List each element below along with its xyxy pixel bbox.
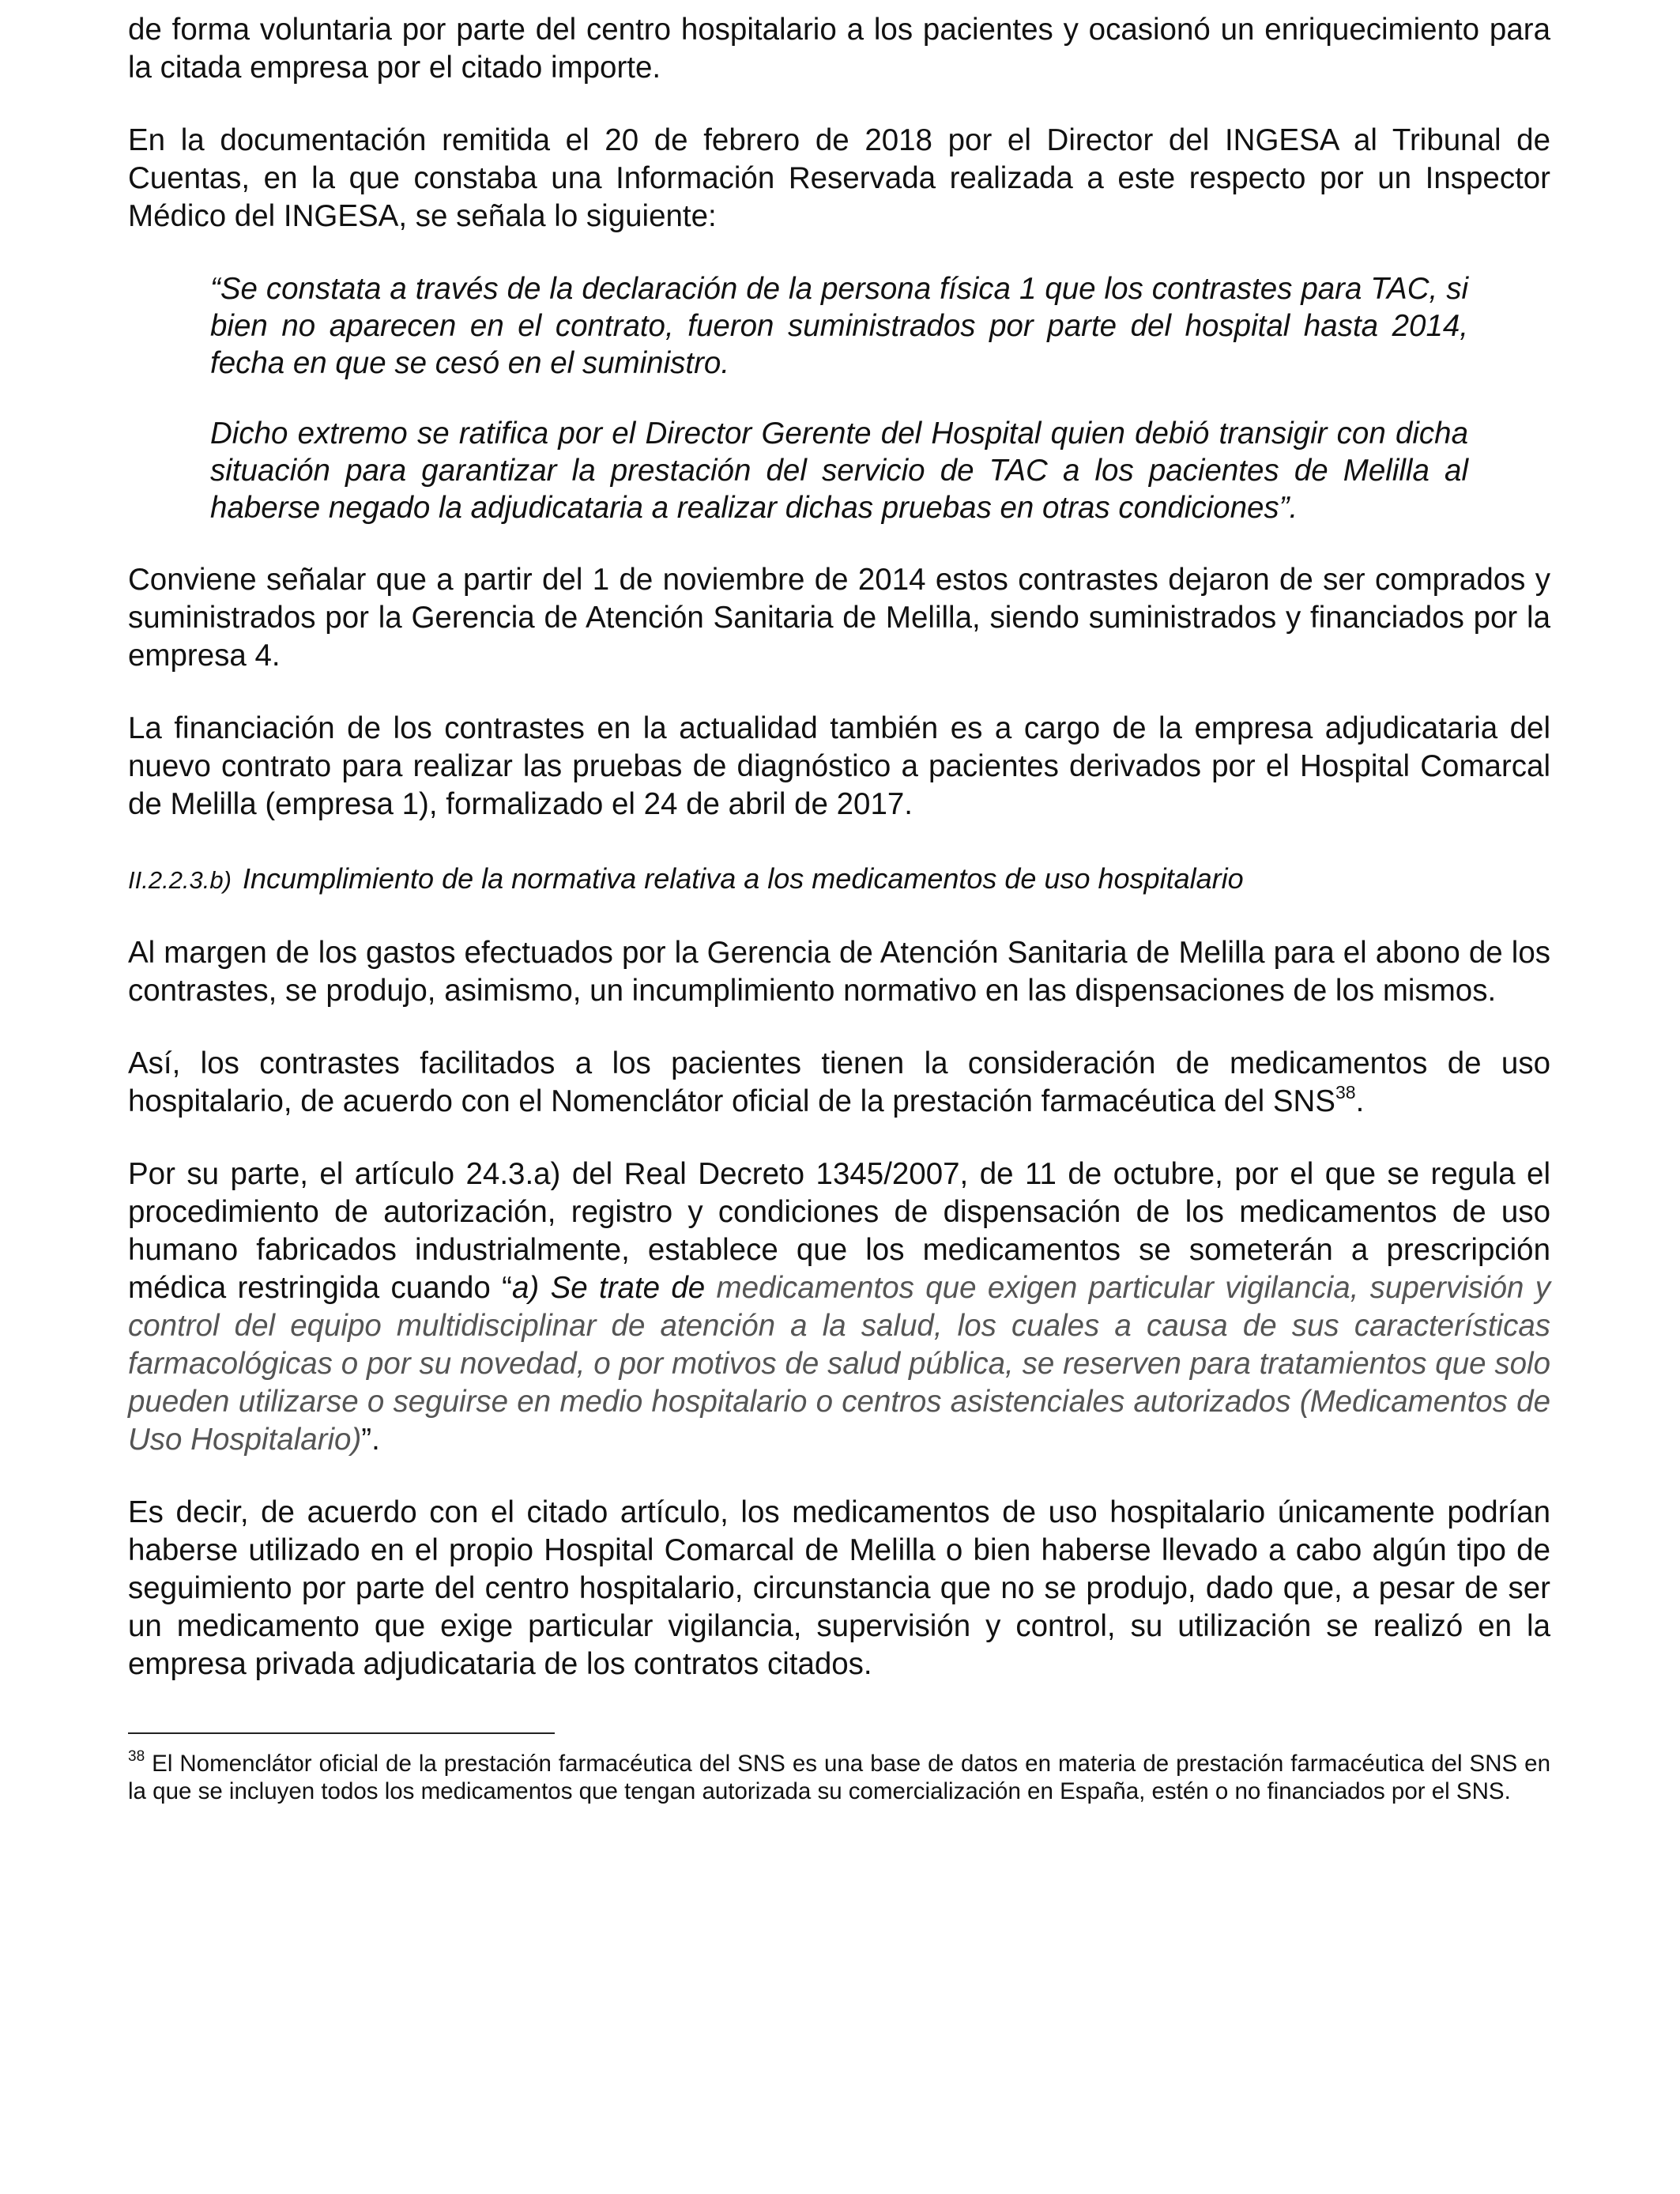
footnote-separator <box>128 1732 555 1734</box>
footnote <box>128 1750 1550 1805</box>
paragraph-7-start: Por su parte, el artículo 24.3.a) del Real Decreto 1345/2007, de 11 de octubre, por el que se regula el procedimiento de autorización, registro y condiciones de dispensación de los medicamentos de uso humano fabricados industrialmente, establece que los medicamentos se someterán a prescripción médica restringida cuando “ <box>128 1157 1550 1305</box>
footnote-number: 38 <box>128 1748 145 1766</box>
paragraph-6-text: Así, los contrastes facilitados a los pacientes tienen la consideración de medicamentos de uso hospitalario, de acuerdo con el Nomenclátor oficial de la prestación farmacéutica del SNS <box>128 1046 1550 1118</box>
paragraph-7-quote-lead: a) Se trate de <box>512 1271 706 1305</box>
paragraph-2: En la documentación remitida el 20 de febrero de 2018 por el Director del INGESA al Tribunal de Cuentas, en la que constaba una Información Reservada realizada a este respecto por un Inspector Médico del INGESA, se señala lo siguiente: <box>128 123 1550 233</box>
paragraph-6 <box>128 1045 1550 1121</box>
quote-paragraph-2: Dicho extremo se ratifica por el Director Gerente del Hospital quien debió transigir con dicha situación para garantizar la prestación del servicio de TAC a los pacientes de Melilla al haberse negado la adjudicataria a realizar dichas pruebas en otras condiciones”. <box>210 417 1468 525</box>
paragraph-7 <box>128 1155 1550 1459</box>
paragraph-1: de forma voluntaria por parte del centro hospitalario a los pacientes y ocasionó un enriquecimiento para la citada empresa por el citado importe. <box>128 13 1550 85</box>
section-title: Incumplimiento de la normativa relativa a los medicamentos de uso hospitalario <box>242 862 1244 895</box>
paragraph-4: La financiación de los contrastes en la actualidad también es a cargo de la empresa adjudicataria del nuevo contrato para realizar las pruebas de diagnóstico a pacientes derivados por el Hospital Comarcal de Melilla (empresa 1), formalizado el 24 de abril de 2017. <box>128 711 1550 821</box>
paragraph-8: Es decir, de acuerdo con el citado artículo, los medicamentos de uso hospitalario únicamente podrían haberse utilizado en el propio Hospital Comarcal de Melilla o bien haberse llevado a cabo algún tipo de seguimiento por parte del centro hospitalario, circunstancia que no se produjo, dado que, a pesar de ser un medicamento que exige particular vigilancia, supervisión y control, su utilización se realizó en la empresa privada adjudicataria de los contratos citados. <box>128 1495 1550 1681</box>
section-heading <box>128 860 1550 899</box>
footnote-reference[interactable]: 38 <box>1335 1082 1356 1103</box>
paragraph-3: Conviene señalar que a partir del 1 de noviembre de 2014 estos contrastes dejaron de ser comprados y suministrados por la Gerencia de Atención Sanitaria de Melilla, siendo suministrados y financiados por la empresa 4. <box>128 563 1550 673</box>
paragraph-7-quote: medicamentos que exigen particular vigilancia, supervisión y control del equipo multidisciplinar de atención a la salud, los cuales a causa de sus características farmacológicas o por su novedad, o por motivos de salud pública, se reserven para tratamientos que solo pueden utilizarse o seguirse en medio hospitalario o centros asistenciales autorizados (Medicamentos de Uso Hospitalario) <box>128 1271 1551 1457</box>
paragraph-7-end: ”. <box>361 1423 380 1457</box>
paragraph-5: Al margen de los gastos efectuados por la Gerencia de Atención Sanitaria de Melilla para el abono de los contrastes, se produjo, asimismo, un incumplimiento normativo en las dispensaciones de los mismos. <box>128 936 1550 1008</box>
section-number: II.2.2.3.b) <box>128 866 232 894</box>
quote-paragraph-1: “Se constata a través de la declaración de la persona física 1 que los contrastes para TAC, si bien no aparecen en el contrato, fueron suministrados por parte del hospital hasta 2014, fecha en que se cesó en el suministro. <box>210 272 1468 380</box>
paragraph-6-end: . <box>1355 1084 1365 1118</box>
footnote-text: El Nomenclátor oficial de la prestación farmacéutica del SNS es una base de datos en materia de prestación farmacéutica del SNS en la que se incluyen todos los medicamentos que tengan autorizada su comercialización en España, estén o no financiados por el SNS. <box>128 1751 1550 1804</box>
